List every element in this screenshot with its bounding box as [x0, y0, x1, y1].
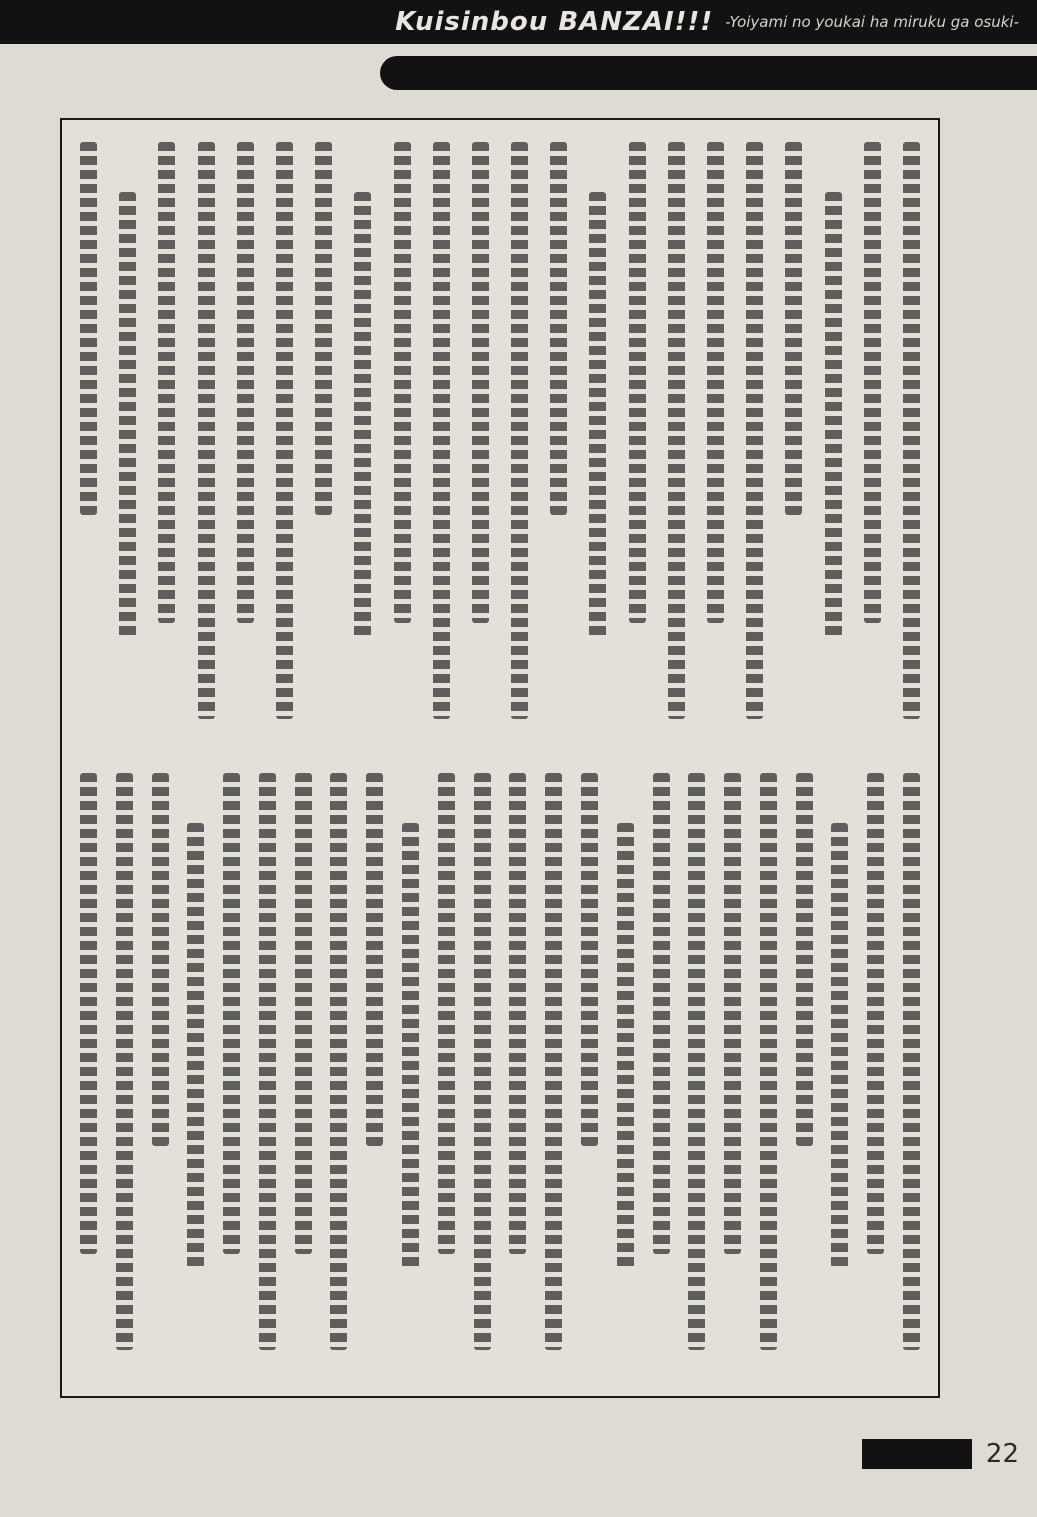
text-column-placeholder: [668, 142, 685, 719]
text-column-placeholder: [433, 142, 450, 719]
text-column-placeholder: [402, 823, 419, 1268]
text-column-placeholder: [80, 773, 97, 1254]
text-column-placeholder: [354, 192, 371, 637]
text-column-placeholder: [629, 142, 646, 623]
footer: [862, 1439, 1037, 1469]
text-column-placeholder: [760, 773, 777, 1350]
text-column-placeholder: [724, 773, 741, 1254]
text-column-placeholder: [617, 823, 634, 1268]
text-column-placeholder: [785, 142, 802, 515]
text-column-placeholder: [511, 142, 528, 719]
text-column-placeholder: [315, 142, 332, 515]
text-column-placeholder: [276, 142, 293, 719]
text-columns-bottom: [80, 773, 920, 1374]
page-subtitle: -Yoiyami no youkai ha miruku ga osuki-: [725, 13, 1019, 31]
text-column-placeholder: [330, 773, 347, 1350]
text-column-placeholder: [152, 773, 169, 1146]
text-column-placeholder: [80, 142, 97, 515]
footer-black-bar: [862, 1439, 972, 1469]
text-column-placeholder: [474, 773, 491, 1350]
text-column-placeholder: [707, 142, 724, 623]
text-column-placeholder: [903, 773, 920, 1350]
text-column-placeholder: [746, 142, 763, 719]
header-bar: [0, 0, 1037, 44]
vertical-text-columns: [80, 142, 920, 1374]
text-column-placeholder: [295, 773, 312, 1254]
text-column-placeholder: [223, 773, 240, 1254]
text-column-placeholder: [831, 823, 848, 1268]
text-column-placeholder: [825, 192, 842, 637]
text-column-placeholder: [237, 142, 254, 623]
text-column-placeholder: [472, 142, 489, 623]
text-column-placeholder: [158, 142, 175, 623]
text-column-placeholder: [581, 773, 598, 1146]
text-column-placeholder: [116, 773, 133, 1350]
text-column-placeholder: [903, 142, 920, 719]
text-column-placeholder: [438, 773, 455, 1254]
page-number: 22: [985, 1439, 1019, 1469]
text-column-placeholder: [394, 142, 411, 623]
page-title: Kuisinbou BANZAI!!!: [395, 7, 714, 37]
text-columns-top: [80, 142, 920, 743]
text-column-placeholder: [119, 192, 136, 637]
text-column-placeholder: [796, 773, 813, 1146]
text-column-placeholder: [259, 773, 276, 1350]
text-column-placeholder: [366, 773, 383, 1146]
text-column-placeholder: [688, 773, 705, 1350]
text-column-placeholder: [867, 773, 884, 1254]
text-column-placeholder: [589, 192, 606, 637]
text-column-placeholder: [545, 773, 562, 1350]
text-column-placeholder: [550, 142, 567, 515]
text-column-placeholder: [187, 823, 204, 1268]
header-accent-bar: [380, 56, 1037, 90]
text-content-frame: [60, 118, 940, 1398]
text-column-placeholder: [653, 773, 670, 1254]
text-column-placeholder: [509, 773, 526, 1254]
text-column-placeholder: [198, 142, 215, 719]
text-column-placeholder: [864, 142, 881, 623]
